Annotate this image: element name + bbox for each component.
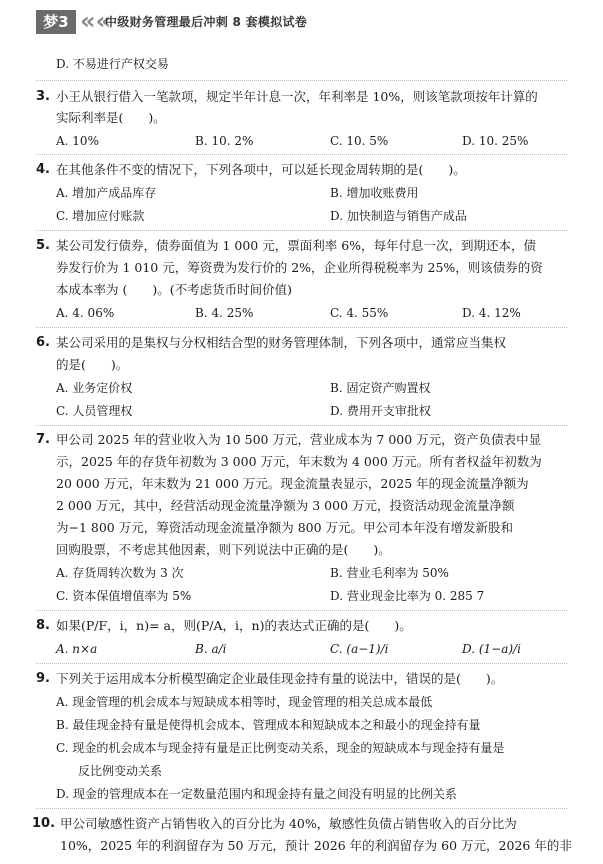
- divider: [36, 610, 567, 611]
- question-text: 某公司发行债券，债券面值为 1 000 元，票面利率 6%，每年付息一次，到期还本，债: [56, 238, 537, 253]
- option: B. 增加收账费用: [330, 186, 419, 200]
- option: D. 加快制造与销售产成品: [330, 209, 467, 223]
- question-text: 在其他条件不变的情况下，下列各项中，可以延长现金周转期的是( )。: [56, 162, 466, 177]
- divider: [36, 663, 567, 664]
- question-text: 如果(P/F，i，n)= a，则(P/A，i，n)的表达式正确的是( )。: [56, 618, 412, 633]
- question-number: 3.: [36, 89, 50, 104]
- question-text: 小王从银行借入一笔款项，规定半年计息一次，年利率是 10%，则该笔款项按年计算的: [56, 89, 538, 104]
- option: D. (1−a)/i: [462, 642, 521, 656]
- question-number: 8.: [36, 618, 50, 633]
- option: A. 4. 06%: [56, 306, 115, 320]
- question-text: 回购股票，不考虑其他因素，则下列说法中正确的是( )。: [56, 542, 391, 557]
- question-number: 9.: [36, 671, 50, 686]
- option: C. 4. 55%: [330, 306, 389, 320]
- option: D. 营业现金比率为 0. 285 7: [330, 589, 485, 603]
- question-text: 甲公司 2025 年的营业收入为 10 500 万元，营业成本为 7 000 万元，资产负债表中显: [56, 432, 542, 447]
- question-text: 券发行价为 1 010 元，筹资费为发行价的 2%，企业所得税税率为 25%，则该债券的资: [56, 260, 543, 275]
- question-number: 4.: [36, 162, 50, 177]
- question-number: 5.: [36, 238, 50, 253]
- option: C. 资本保值增值率为 5%: [56, 589, 192, 603]
- divider: [36, 154, 567, 155]
- option: D. 4. 12%: [462, 306, 521, 320]
- option: C. 现金的机会成本与现金持有量是正比例变动关系，现金的短缺成本与现金持有量是: [56, 741, 505, 755]
- question-text: 下列关于运用成本分析模型确定企业最佳现金持有量的说法中，错误的是( )。: [56, 671, 504, 686]
- option: A. 现金管理的机会成本与短缺成本相等时，现金管理的相关总成本最低: [56, 695, 433, 709]
- option: B. 最佳现金持有量是使得机会成本、管理成本和短缺成本之和最小的现金持有量: [56, 718, 481, 732]
- option: B. 4. 25%: [195, 306, 254, 320]
- option-continuation: 反比例变动关系: [78, 764, 163, 778]
- divider: [36, 425, 567, 426]
- question-number: 6.: [36, 335, 50, 350]
- question-text: 为−1 800 万元，筹资活动现金流量净额为 800 万元。甲公司本年没有增发新股和: [56, 520, 514, 535]
- option: B. a/i: [195, 642, 227, 656]
- question-text: 甲公司敏感性资产占销售收入的百分比为 40%，敏感性负债占销售收入的百分比为: [60, 816, 517, 831]
- question-number: 7.: [36, 432, 50, 447]
- question-text: 实际利率是( )。: [56, 110, 166, 125]
- option: A. 10%: [56, 134, 99, 148]
- chevron-left-icon: ««: [80, 7, 112, 35]
- option: C. 人员管理权: [56, 404, 133, 418]
- question-text: 本成本率为 ( )。(不考虑货币时间价值): [56, 282, 292, 297]
- option: A. 增加产成品库存: [56, 186, 157, 200]
- divider: [36, 80, 567, 81]
- option: A. 业务定价权: [56, 381, 133, 395]
- option: D. 不易进行产权交易: [56, 57, 169, 71]
- question-text: 10%，2025 年的利润留存为 50 万元，预计 2026 年的利润留存为 60 万元，2026 年的非: [60, 838, 572, 853]
- option: B. 营业毛利率为 50%: [330, 566, 449, 580]
- option: C. 10. 5%: [330, 134, 389, 148]
- divider: [36, 808, 567, 809]
- option: A. 存货周转次数为 3 次: [56, 566, 184, 580]
- chapter-badge: 梦3: [36, 10, 76, 34]
- option: B. 10. 2%: [195, 134, 254, 148]
- question-number: 10.: [32, 816, 56, 831]
- question-text: 20 000 万元，年末数为 21 000 万元。现金流量表显示，2025 年的现金流量净额为: [56, 476, 529, 491]
- question-text: 示，2025 年的存货年初数为 3 000 万元，年末数为 4 000 万元。所有者权益年初数为: [56, 454, 542, 469]
- page-header: [0, 0, 603, 40]
- question-text: 某公司采用的是集权与分权相结合型的财务管理体制，下列各项中，通常应当集权: [56, 335, 507, 350]
- option: B. 固定资产购置权: [330, 381, 431, 395]
- option: A. n×a: [56, 642, 98, 656]
- divider: [36, 327, 567, 328]
- option: D. 10. 25%: [462, 134, 529, 148]
- option: C. 增加应付账款: [56, 209, 145, 223]
- option: C. (a−1)/i: [330, 642, 389, 656]
- question-text: 2 000 万元，其中，经营活动现金流量净额为 3 000 万元，投资活动现金流量净额: [56, 498, 515, 513]
- question-text: 的是( )。: [56, 357, 129, 372]
- option: D. 费用开支审批权: [330, 404, 431, 418]
- divider: [36, 230, 567, 231]
- option: D. 现金的管理成本在一定数量范围内和现金持有量之间没有明显的比例关系: [56, 787, 457, 801]
- header-title: 中级财务管理最后冲刺 8 套模拟试卷: [105, 15, 308, 29]
